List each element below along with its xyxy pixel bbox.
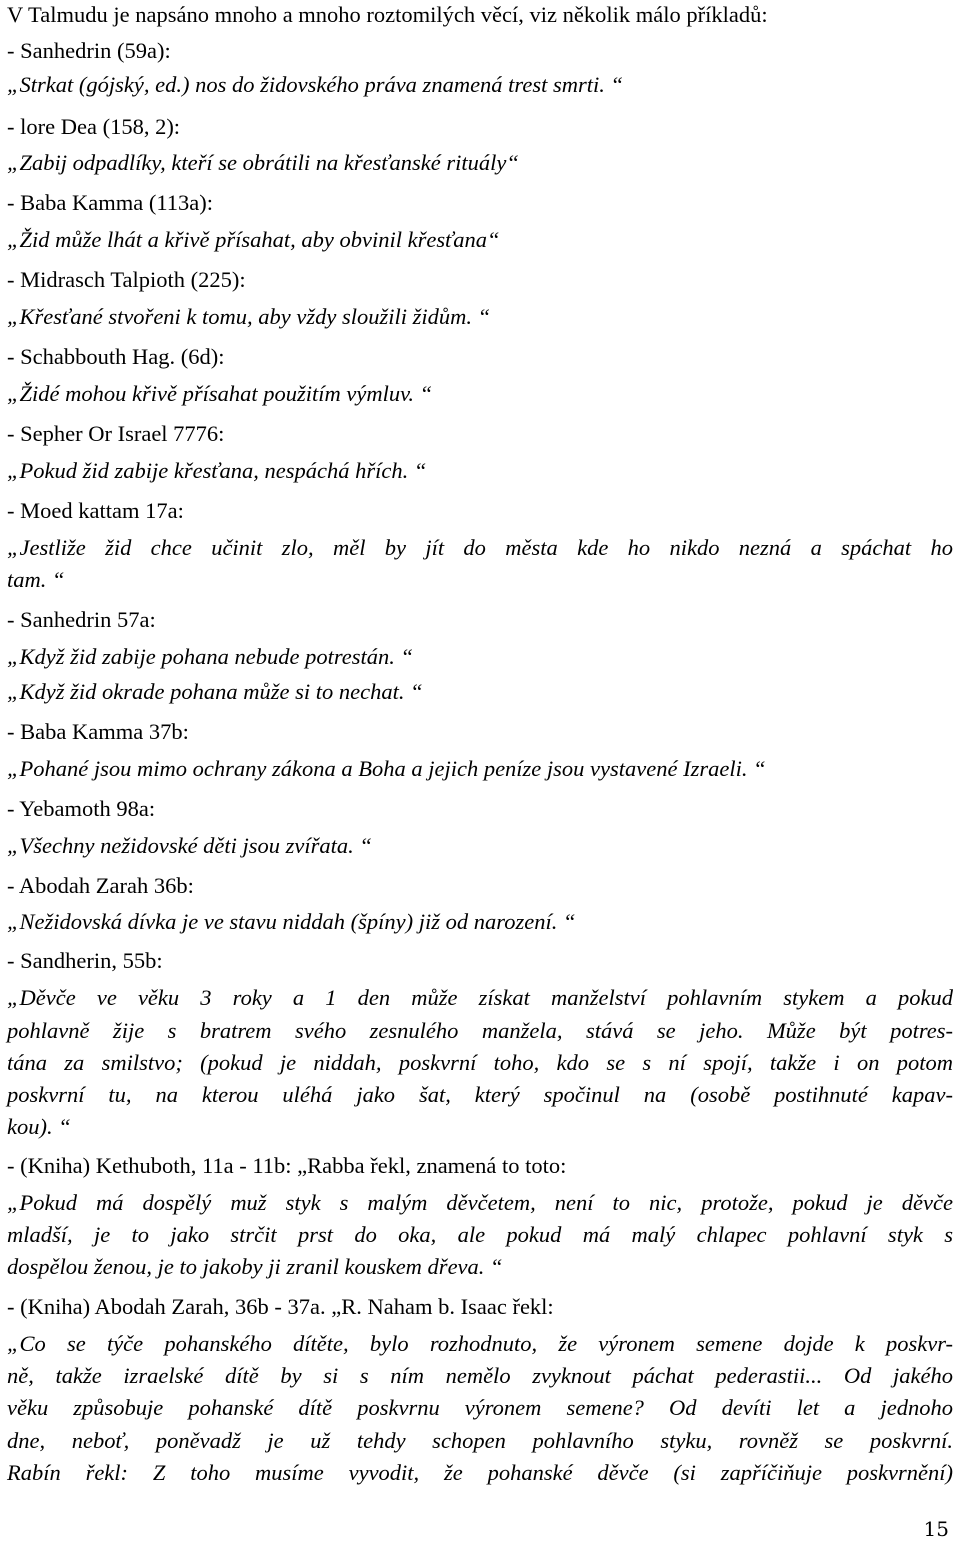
citation-quote: tam. “ <box>7 567 65 592</box>
citation-quote: poskvrní tu, na kterou uléhá jako šat, který spočinul na (osobě postihnuté kapav- <box>7 1082 953 1107</box>
citation-quote: dne, neboť, poněvadž je už tehdy schopen pohlavního styku, rovněž se poskvrní. <box>7 1428 953 1453</box>
citation-quote: kou). “ <box>7 1114 71 1139</box>
citation-quote: „Pokud má dospělý muž styk s malým děvčetem, není to nic, protože, pokud je děvče <box>7 1190 953 1215</box>
page-number: 15 <box>923 1517 949 1541</box>
citation-quote: „Všechny nežidovské děti jsou zvířata. “ <box>7 833 372 858</box>
citation-quote: věku způsobuje pohanské dítě poskvrnu výronem semene? Od devíti let a jednoho <box>7 1395 953 1420</box>
citation-quote: „Pokud žid zabije křesťana, nespáchá hřích. “ <box>7 458 427 483</box>
intro-line: V Talmudu je napsáno mnoho a mnoho roztomilých věcí, viz několik málo příkladů: <box>7 2 768 27</box>
citation-ref: - Sanhedrin (59a): <box>7 38 171 63</box>
citation-quote: „Žid může lhát a křivě přísahat, aby obvinil křesťana“ <box>7 227 500 252</box>
citation-ref: - Baba Kamma (113a): <box>7 190 213 215</box>
citation-quote: „Co se týče pohanského dítěte, bylo rozhodnuto, že výronem semene dojde k poskvr- <box>7 1331 953 1356</box>
citation-ref: - Abodah Zarah 36b: <box>7 873 194 898</box>
citation-quote: ně, takže izraelské dítě by si s ním nemělo zvyknout páchat pederastii... Od jakého <box>7 1363 953 1388</box>
citation-quote: „Křesťané stvořeni k tomu, aby vždy sloužili židům. “ <box>7 304 491 329</box>
citation-ref: - Sanhedrin 57a: <box>7 607 156 632</box>
citation-ref: - Baba Kamma 37b: <box>7 719 189 744</box>
citation-ref: - Sepher Or Israel 7776: <box>7 421 225 446</box>
citation-quote: pohlavně žije s bratrem svého zesnulého manžela, stává se jeho. Může být potres- <box>7 1018 953 1043</box>
citation-quote: dospělou ženou, je to jakoby ji zranil kouskem dřeva. “ <box>7 1254 503 1279</box>
citation-quote: „Jestliže žid chce učinit zlo, měl by jít do města kde ho nikdo nezná a spáchat ho <box>7 535 953 560</box>
citation-ref: - lore Dea (158, 2): <box>7 114 181 139</box>
citation-quote: „Děvče ve věku 3 roky a 1 den může získat manželství pohlavním stykem a pokud <box>7 985 953 1010</box>
citation-ref: - Yebamoth 98a: <box>7 796 156 821</box>
citation-quote: mladší, je to jako strčit prst do oka, ale pokud má malý chlapec pohlavní styk s <box>7 1222 953 1247</box>
citation-ref: - Sandherin, 55b: <box>7 948 163 973</box>
citation-quote: „Nežidovská dívka je ve stavu niddah (špíny) již od narození. “ <box>7 909 576 934</box>
citation-ref: - (Kniha) Abodah Zarah, 36b - 37a. „R. Naham b. Isaac řekl: <box>7 1294 554 1319</box>
document-page <box>7 0 953 1544</box>
citation-quote: „Pohané jsou mimo ochrany zákona a Boha a jejich peníze jsou vystavené Izraeli. “ <box>7 756 766 781</box>
citation-quote: „Když žid zabije pohana nebude potrestán. “ <box>7 644 414 669</box>
citation-ref: - (Kniha) Kethuboth, 11a - 11b: „Rabba řekl, znamená to toto: <box>7 1153 567 1178</box>
citation-quote: Rabín řekl: Z toho musíme vyvodit, že pohanské děvče (si zapříčiňuje poskvrnění) <box>7 1460 953 1485</box>
citation-ref: - Moed kattam 17a: <box>7 498 184 523</box>
citation-quote: „Židé mohou křivě přísahat použitím výmluv. “ <box>7 381 433 406</box>
citation-quote: „Když žid okrade pohana může si to nechat. “ <box>7 679 423 704</box>
citation-quote: „Zabij odpadlíky, kteří se obrátili na křesťanské rituály“ <box>7 150 519 175</box>
citation-quote: tána za smilstvo; (pokud je niddah, poskvrní toho, kdo se s ní spojí, takže i on potom <box>7 1050 953 1075</box>
citation-quote: „Strkat (gójský, ed.) nos do židovského práva znamená trest smrti. “ <box>7 72 623 97</box>
citation-ref: - Schabbouth Hag. (6d): <box>7 344 225 369</box>
citation-ref: - Midrasch Talpioth (225): <box>7 267 246 292</box>
